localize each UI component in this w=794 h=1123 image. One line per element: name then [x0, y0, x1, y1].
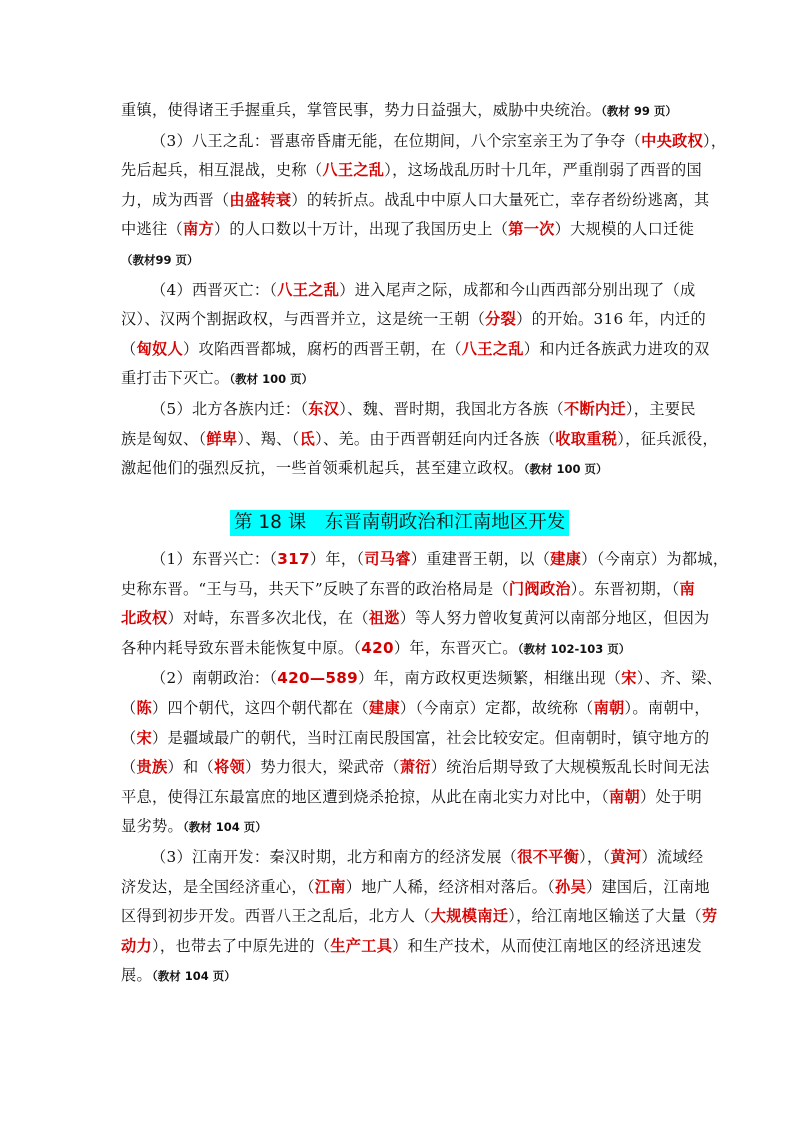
line-text: ），主要民: [625, 399, 696, 418]
keyword: 大规模南迁: [430, 907, 509, 926]
keyword: 由盛转衰: [229, 190, 292, 209]
line-text: ）大规模的人口迁徙: [554, 220, 695, 239]
keyword: 将领: [213, 758, 245, 777]
keyword: 东汉: [308, 399, 340, 418]
text-line: [121, 364, 681, 395]
keyword: 黄河: [610, 847, 642, 866]
keyword: 劳: [701, 907, 718, 926]
line-text: ）年，（: [309, 550, 365, 568]
line-text: （4）西晋灭亡：（: [151, 280, 278, 299]
keyword: 氐: [299, 429, 316, 448]
keyword: 八王之乱: [461, 339, 524, 358]
line-text: ），征兵派役，: [617, 429, 719, 448]
keyword: 司马睿: [364, 550, 411, 568]
keyword: 317: [277, 550, 310, 568]
line-text: 各种内耗导致东晋未能恢复中原。（: [121, 638, 362, 657]
keyword: 很不平衡: [517, 847, 580, 866]
line-text: ）（今南京）定都，故统称（: [399, 698, 594, 717]
line-text: （: [121, 339, 137, 358]
keyword: 中央政权: [641, 131, 704, 150]
line-text: （3）江南开发：秦汉时期，北方和南方的经济发展（: [151, 847, 518, 866]
textbook-reference: （教材 102-103 页）: [517, 641, 631, 656]
text-line: [121, 245, 681, 276]
line-text: ）年，东晋灭亡。: [393, 638, 518, 657]
text-line: [121, 634, 681, 665]
keyword: 分裂: [485, 310, 517, 329]
line-text: ）进入尾声之际，成都和今山西西部分别出现了（成: [339, 280, 696, 299]
line-text: 重打击下灭亡。: [121, 369, 230, 388]
line-text: ）（今南京）为都城，: [581, 550, 729, 568]
line-text: ），也带去了中原先进的（: [151, 936, 331, 955]
keyword: 建康: [368, 698, 400, 717]
textbook-reference: （教材 99 页）: [601, 104, 677, 118]
text-line: [121, 604, 710, 634]
line-text: 史称东晋。“王与马，共天下”反映了东晋的政治格局是（: [121, 579, 509, 598]
keyword: 生产工具: [330, 936, 393, 955]
text-line: [121, 305, 706, 335]
keyword: 南: [679, 579, 695, 598]
keyword: 匈奴人: [136, 339, 183, 358]
text-line: [121, 545, 729, 575]
textbook-reference: （教材 104 页）: [151, 969, 236, 984]
text-line: [121, 96, 681, 127]
keyword: 萧衍: [399, 758, 431, 777]
line-text: ）、羯、（: [237, 429, 300, 448]
text-line: [121, 335, 710, 365]
paragraph-eastern-jin: [121, 545, 729, 664]
line-text: 中逃往（: [121, 220, 183, 239]
line-text: ）和内迁各族武力进攻的双: [523, 339, 710, 358]
keyword: 建康: [550, 550, 582, 568]
line-text: ）。东晋初期，（: [570, 579, 680, 598]
line-text: ）对峙，东晋多次北伐，在（: [167, 609, 369, 628]
line-text: 先后起兵，相互混战，史称（: [121, 161, 323, 180]
line-text: ）的转折点。战乱中中原人口大量死亡，幸存者纷纷逃离，其: [291, 190, 710, 209]
line-text: 济发达，是全国经济重心，（: [121, 877, 315, 896]
keyword: 宋: [136, 728, 152, 747]
textbook-reference: （教材 104 页）: [182, 820, 267, 835]
text-line: [121, 783, 702, 813]
text-line: [121, 425, 719, 455]
line-text: （2）南朝政治：（: [151, 669, 278, 688]
line-text: ）流域经: [641, 847, 704, 866]
paragraph-northern-migration: [121, 395, 719, 485]
line-text: （: [121, 728, 137, 747]
line-text: 力，成为西晋（: [121, 190, 230, 209]
section-1: [121, 96, 727, 485]
text-line: [121, 694, 710, 724]
keyword: 收取重税: [555, 429, 618, 448]
textbook-reference: （教材99 页）: [121, 252, 199, 267]
line-text: ）处于明: [639, 787, 702, 806]
keyword: 鲜卑: [206, 429, 238, 448]
keyword: 门阀政治: [508, 579, 571, 598]
keyword: 不断内迁: [563, 399, 626, 418]
text-line: [121, 812, 681, 843]
line-text: ）攻陷西晋都城，腐朽的西晋王朝，在（: [182, 339, 462, 358]
line-text: ）四个朝代，这四个朝代都在（: [152, 698, 369, 717]
text-line: [121, 276, 696, 306]
line-text: ）建国后，江南地: [585, 877, 710, 896]
textbook-reference: （教材 100 页）: [523, 462, 608, 477]
line-text: ）重建晋王朝，以（: [410, 550, 551, 568]
line-text: ）和（: [167, 758, 214, 777]
text-line: [121, 186, 710, 216]
keyword: 动力: [121, 936, 152, 955]
line-text: （3）八王之乱：晋惠帝昏庸无能，在位期间，八个宗室亲王为了争夺（: [151, 131, 642, 150]
keyword: 八王之乱: [322, 161, 385, 180]
keyword: 八王之乱: [277, 280, 340, 299]
text-line: [121, 843, 704, 873]
text-line: [121, 664, 723, 694]
line-text: ）地广人稀，经济相对落后。（: [345, 877, 555, 896]
keyword: 南朝: [609, 787, 640, 806]
line-text: 族是匈奴、（: [121, 429, 207, 448]
line-text: ）是疆域最广的朝代，当时江南民殷国富，社会比较安定。但南朝时，镇守地方的: [152, 728, 710, 747]
line-text: 展。: [121, 966, 152, 985]
keyword: 南朝: [593, 698, 625, 717]
keyword: 420: [361, 638, 394, 657]
text-line: [121, 753, 710, 783]
line-text: 显劣势。: [121, 817, 183, 836]
keyword: 420—589: [277, 669, 358, 688]
paragraph-eight-kings: [121, 127, 727, 276]
keyword: 宋: [621, 669, 637, 688]
line-text: ）的开始。316 年，内迁的: [516, 310, 706, 329]
section-2: [121, 545, 729, 992]
line-text: （: [121, 698, 137, 717]
keyword: 祖逖: [368, 609, 400, 628]
line-text: ）、魏、晋时期，我国北方各族（: [339, 399, 564, 418]
keyword: 南方: [182, 220, 214, 239]
text-line: [121, 575, 695, 605]
line-text: ）统治后期导致了大规模叛乱长时间无法: [430, 758, 710, 777]
text-line: [121, 156, 702, 186]
line-text: ），（: [579, 847, 611, 866]
paragraph-jiangnan-development: [121, 843, 718, 992]
line-text: ）和生产技术，从而使江南地区的经济迅速发: [392, 936, 702, 955]
lesson-title: 第 18 课 东晋南朝政治和江南地区开发: [230, 510, 569, 536]
line-text: （5）北方各族内迁：（: [151, 399, 309, 418]
keyword: 第一次: [508, 220, 555, 239]
paragraph-western-jin-fall: [121, 276, 710, 395]
line-text: （: [121, 758, 137, 777]
line-text: 激起他们的强烈反抗，一些首领乘机起兵，甚至建立政权。: [121, 459, 524, 478]
line-text: 重镇，使得诸王手握重兵，掌管民事，势力日益强大，威胁中央统治。: [121, 101, 602, 119]
line-text: 平息，使得江东最富庶的地区遭到烧杀抢掠，从此在南北实力对比中，（: [121, 787, 609, 806]
line-text: ）势力很大，梁武帝（: [244, 758, 400, 777]
text-line: [121, 454, 681, 485]
text-line: [121, 127, 727, 157]
line-text: ），给江南地区输送了大量（: [508, 907, 702, 926]
paragraph-southern-dynasties: [121, 664, 723, 843]
line-text: ）。南朝中，: [624, 698, 710, 717]
line-text: 汉）、汉两个割据政权，与西晋并立，这是统一王朝（: [121, 310, 486, 329]
text-line: [121, 215, 695, 245]
text-line: [121, 873, 710, 903]
text-line: [121, 902, 718, 932]
textbook-reference: （教材 100 页）: [229, 372, 314, 387]
keyword: 江南: [314, 877, 346, 896]
text-line: [121, 395, 696, 425]
keyword: 北政权: [121, 609, 168, 628]
keyword: 孙吴: [554, 877, 586, 896]
keyword: 陈: [136, 698, 152, 717]
line-text: ），这场战乱历时十几年，严重削弱了西晋的国: [384, 161, 702, 180]
line-text: ）的人口数以十万计，出现了我国历史上（: [213, 220, 509, 239]
line-text: ）、羌。由于西晋朝廷向内迁各族（: [315, 429, 556, 448]
keyword: 贵族: [136, 758, 168, 777]
line-text: ）等人努力曾收复黄河以南部分地区，但因为: [399, 609, 710, 628]
line-text: ）年，南方政权更迭频繁，相继出现（: [357, 669, 622, 688]
line-text: ）、齐、梁、: [636, 669, 723, 688]
line-text: （1）东晋兴亡：（: [151, 550, 278, 568]
line-text: ），: [703, 131, 727, 150]
text-line: [121, 961, 681, 992]
line-text: 区得到初步开发。西晋八王之乱后，北方人（: [121, 907, 431, 926]
text-line: [121, 724, 710, 754]
text-line: [121, 932, 702, 962]
